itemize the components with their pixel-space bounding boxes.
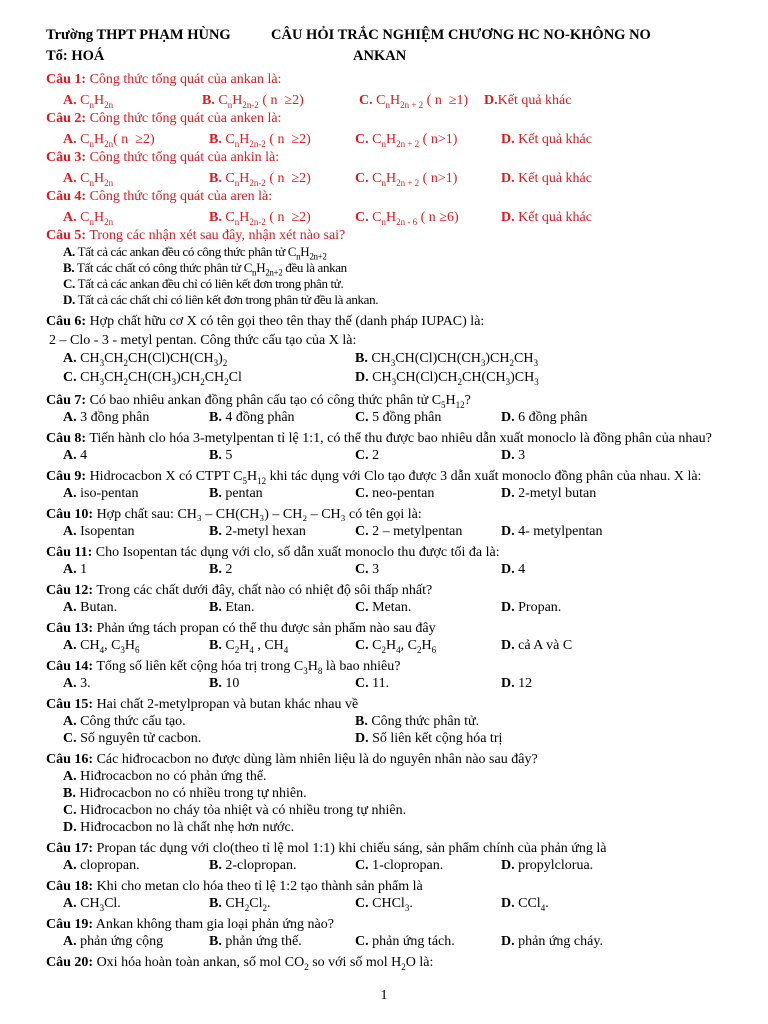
question-11: Câu 11: Cho Isopentan tác dụng với clo, số dẫn xuất monoclo thu được tối đa là: [46,545,500,560]
question-3: Câu 3: Công thức tổng quát của ankin là: [46,150,280,165]
option-b: B. $CH_3CH(Cl)CH(CH_3)CH_2CH_3$ [355,351,538,368]
question-9-options [46,485,746,502]
option-c: C. Metan. [355,600,412,615]
question-1: Câu 1: Công thức tổng quát của ankan là: [46,72,282,87]
option-d: D. 12 [501,676,533,691]
option-a: A. $CH_4$, $C_3H_6$ [63,638,140,655]
question-7: Câu 7: Có bao nhiêu ankan đồng phân cấu tạo có công thức phân tử $C_5H_{12}$? [46,393,471,410]
option-b: B. $C_nH_{2n-2}$ ( n ≥2) [209,171,311,188]
option-b: B. $C_2H_4$ , $CH_4$ [209,638,289,655]
option-b: B. 10 [209,676,240,691]
option-c: C. 2 [355,448,380,463]
option-a: A. phản ứng cộng [63,934,164,949]
question-2-options [46,130,746,149]
option-a: A. clopropan. [63,858,140,873]
option-d: D. phản ứng cháy. [501,934,603,949]
question-18-options [46,895,746,912]
question-19-options [46,933,746,950]
question-15: Câu 15: Hai chất 2-metylpropan và butan khác nhau về [46,697,359,712]
option-c: C. 5 đồng phân [355,410,442,425]
option-d: D. Propan. [501,600,562,615]
option-a: A. $CH_3CH_2CH(Cl)CH(CH_3)_2$ [63,351,228,368]
option-d: D. 3 [501,448,526,463]
option-b: B. Công thức phân tử. [355,714,480,729]
option-d: D. 4 [501,562,526,577]
question-17: Câu 17: Propan tác dụng với clo(theo tỉ lệ mol 1:1) khi chiếu sáng, sản phẩm chính của phản ứng là [46,841,607,856]
question-12: Câu 12: Trong các chất dưới đây, chất nào có nhiệt độ sôi thấp nhất? [46,583,433,598]
option-d: D. Số liên kết cộng hóa trị [355,731,503,746]
question-11-options [46,561,746,578]
question-10: Câu 10: Hợp chất sau: CH₃ – CH(CH₃) – CH₂ – CH₃ có tên gọi là: [46,507,422,522]
question-1-options [46,91,746,110]
option-d: D. Kết quả khác [501,210,592,225]
option-c: C. $C_nH_{2n - 6}$ ( n ≥6) [355,210,459,227]
option-c: C. neo-pentan [355,486,435,501]
question-2: Câu 2: Công thức tổng quát của anken là: [46,111,282,126]
question-18: Câu 18: Khi cho metan clo hóa theo tỉ lệ 1:2 tạo thành sản phẩm là [46,879,423,894]
question-8-options [46,447,746,464]
option-a: A. $C_nH_{2n}$ [63,171,114,188]
question-6: Câu 6: Hợp chất hữu cơ X có tên gọi theo tên thay thế (danh pháp IUPAC) là: [46,314,485,329]
option-c: C. $C_nH_{2n + 2}$ ( n ≥1) [359,93,469,110]
option-d: D. 6 đồng phân [501,410,588,425]
question-16-option-b: B. Hiđrocacbon no có nhiều trong tự nhiên. [63,786,307,801]
option-d: D. propylclorua. [501,858,594,873]
question-5: Câu 5: Trong các nhận xét sau đây, nhận xét nào sai? [46,228,346,243]
option-b: B. $C_nH_{2n-2}$ ( n ≥2) [209,210,311,227]
question-3-options [46,169,746,188]
question-5-option-d: D. Tất cả các chất chỉ có liên kết đơn trong phân tử đều là ankan. [63,292,379,307]
option-d: D. 4- metylpentan [501,524,603,539]
option-b: B. $CH_2Cl_2$. [209,896,271,913]
question-6-continued: 2 – Clo - 3 - metyl pentan. Công thức cấu tạo của X là: [49,333,357,348]
option-b: B. 2-metyl hexan [209,524,306,539]
option-a: A. $CH_3Cl$. [63,896,121,913]
page-header [46,27,736,69]
school-name: Trường THPT PHẠM HÙNG [46,27,231,43]
option-c: C. $C_nH_{2n + 2}$ ( n>1) [355,132,458,149]
option-b: B. $C_nH_{2n-2}$ ( n ≥2) [209,132,311,149]
department-name: Tổ: HOÁ [46,48,105,64]
option-d: D. Kết quả khác [501,171,592,186]
option-d: D. $CH_3CH(Cl)CH_2CH(CH_3)CH_3$ [355,370,539,387]
option-d: D. cả A và C [501,638,573,653]
option-a: A. 4 [63,448,88,463]
option-c: C. CHCl$_3$. [355,896,413,913]
option-b: B. phản ứng thế. [209,934,302,949]
option-b: B. 2 [209,562,233,577]
option-a: A. $C_nH_{2n}$( n ≥2) [63,132,155,149]
question-list [46,71,746,974]
document-subtitle: ANKAN [353,48,407,64]
question-16: Câu 16: Các hiđrocacbon no được dùng làm nhiên liệu là do nguyên nhân nào sau đây? [46,752,538,767]
option-a: A. $C_nH_{2n}$ [63,210,114,227]
option-a: A. 1 [63,562,88,577]
question-14-options [46,675,746,692]
option-c: C. $C_nH_{2n + 2}$ ( n>1) [355,171,458,188]
question-6-options-row1 [46,349,746,368]
question-12-options [46,599,746,616]
question-14: Câu 14: Tổng số liên kết cộng hóa trị trong $C_3H_8$ là bao nhiêu? [46,659,401,676]
question-8: Câu 8: Tiến hành clo hóa 3-metylpentan tỉ lệ 1:1, có thể thu được bao nhiêu dẫn xuất monoclo là đồng phân của nhau? [46,431,712,446]
option-c: C. 3 [355,562,380,577]
question-15-options-row1 [46,713,746,730]
option-c: C. phản ứng tách. [355,934,455,949]
question-16-option-a: A. Hiđrocacbon no có phản ứng thế. [63,769,267,784]
question-4: Câu 4: Công thức tổng quát của aren là: [46,189,273,204]
question-19: Câu 19: Ankan không tham gia loại phản ứng nào? [46,917,334,932]
option-a: A. Isopentan [63,524,135,539]
question-5-option-c: C. Tất cả các ankan đều chỉ có liên kết đơn trong phân tử. [63,276,344,291]
question-20: Câu 20: Oxi hóa hoàn toàn ankan, số mol $CO_2$ so với số mol $H_2O$ là: [46,955,434,972]
option-a: A. 3. [63,676,91,691]
question-5-option-b: B. Tất các chất có công thức phân tử $C_nH_{2n+2}$ đều là ankan [63,260,347,278]
option-c: C. $C_2H_4$, $C_2H_6$ [355,638,437,655]
option-c: C. 2 – metylpentan [355,524,463,539]
option-a: A. iso-pentan [63,486,139,501]
question-17-options [46,857,746,874]
question-15-options-row2 [46,730,746,747]
option-c: C. Số nguyên tử cacbon. [63,731,202,746]
option-b: B. Etan. [209,600,255,615]
option-d: D. Kết quả khác [501,132,592,147]
question-10-options [46,523,746,540]
question-5-option-a: A. Tất cả các ankan đều có công thức phân tử $C_nH_{2n+2}$ [63,244,327,262]
option-c: C. $CH_3CH_2CH(CH_3)CH_2CH_2Cl$ [63,370,242,387]
option-a: A. Butan. [63,600,118,615]
option-a: A. 3 đồng phân [63,410,150,425]
question-7-options [46,409,746,426]
option-c: C. 1-clopropan. [355,858,444,873]
option-b: B. pentan [209,486,263,501]
option-d: D. 2-metyl butan [501,486,597,501]
question-16-option-c: C. Hiđrocacbon no cháy tỏa nhiệt và có nhiều trong tự nhiên. [63,803,407,818]
page-number: 1 [380,988,388,1003]
option-b: B. 5 [209,448,233,463]
option-b: B. 2-clopropan. [209,858,297,873]
option-b: B. $C_nH_{2n-2}$ ( n ≥2) [202,93,304,110]
question-16-option-d: D. Hiđrocacbon no là chất nhẹ hơn nước. [63,820,295,835]
question-9: Câu 9: Hidrocacbon X có CTPT $C_5H_{12}$ khi tác dụng với Clo tạo được 3 dẫn xuất monoclo đồng phân của nhau. X là: [46,469,702,486]
option-a: A. Công thức cấu tạo. [63,714,186,729]
option-a: A. $C_nH_{2n}$ [63,93,114,110]
question-13-options [46,637,746,654]
question-6-options-row2 [46,368,746,387]
option-d: D. CCl$_4$. [501,896,549,913]
option-d: D.Kết quả khác [484,93,572,108]
option-b: B. 4 đồng phân [209,410,295,425]
question-13: Câu 13: Phản ứng tách propan có thể thu được sản phẩm nào sau đây [46,621,436,636]
document-title: CÂU HỎI TRẮC NGHIỆM CHƯƠNG HC NO-KHÔNG NO [271,27,651,43]
question-4-options [46,208,746,227]
option-c: C. 11. [355,676,390,691]
